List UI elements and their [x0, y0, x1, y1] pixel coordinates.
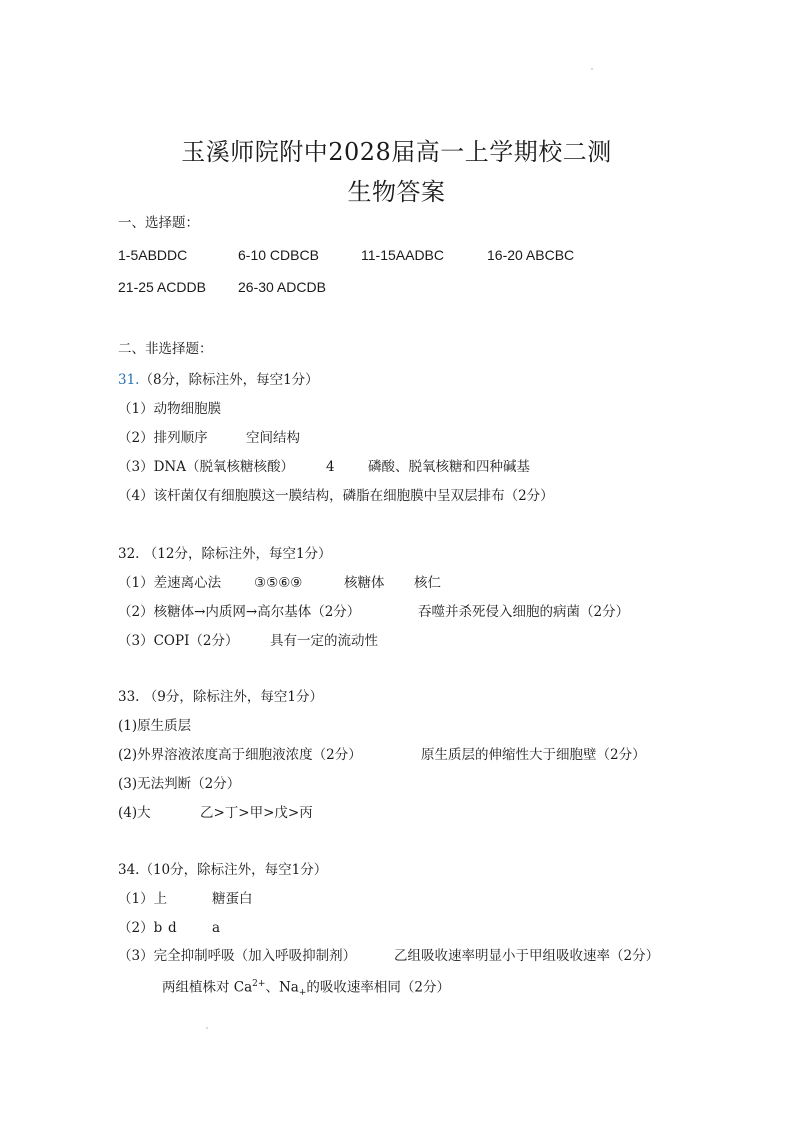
q33-answer-1: (1)原生质层: [118, 718, 192, 734]
section2-heading: 二、非选择题：: [118, 341, 213, 357]
q31-answer-4: （4）该杆菌仅有细胞膜这一膜结构，磷脂在细胞膜中呈双层排布（2分）: [118, 488, 554, 504]
q33-answer-3: (3)无法判断（2分）: [118, 776, 241, 792]
mc-group-16-20: 16-20 ABCBC: [487, 247, 575, 263]
mc-group-6-10: 6-10 CDBCB: [238, 247, 319, 263]
q31-answer-1: （1）动物细胞膜: [118, 401, 222, 417]
q32-answer-2: （2）核糖体→内质网→高尔基体（2分） 吞噬并杀死侵入细胞的病菌（2分）: [118, 604, 630, 620]
q33-answer-4: (4)大 乙>丁>甲>戊>丙: [118, 805, 313, 821]
mc-group-1-5: 1-5ABDDC: [118, 247, 188, 263]
section1-heading: 一、选择题：: [118, 215, 199, 231]
q31-answer-3: （3）DNA（脱氧核糖核酸） 4 磷酸、脱氧核糖和四种碱基: [118, 459, 530, 475]
q32-answer-1: （1）差速离心法 ③⑤⑥⑨ 核糖体 核仁: [118, 575, 441, 591]
q32-header: 32. （12分，除标注外，每空1分）: [118, 546, 332, 562]
q31-number: 31.: [118, 372, 140, 388]
q32-answer-3: （3）COPⅠ（2分） 具有一定的流动性: [118, 633, 378, 649]
q31-answer-2: （2）排列顺序 空间结构: [118, 430, 300, 446]
q34-header: 34.（10分，除标注外，每空1分）: [118, 862, 328, 878]
page-subtitle: 生物答案: [347, 178, 446, 206]
q31-note: （8分，除标注外，每空1分）: [139, 372, 319, 388]
q34-answer-1: （1）上 糖蛋白: [118, 891, 253, 907]
scan-speck: [591, 68, 593, 70]
q33-answer-2: (2)外界溶液浓度高于细胞液浓度（2分） 原生质层的伸缩性大于细胞壁（2分）: [118, 747, 646, 763]
mc-group-26-30: 26-30 ADCDB: [238, 279, 326, 295]
q34-answer-2: （2）b d a: [118, 920, 221, 936]
q31-header: [118, 371, 319, 389]
mc-group-21-25: 21-25 ACDDB: [118, 279, 206, 295]
q34-answer-3: （3）完全抑制呼吸（加入呼吸抑制剂） 乙组吸收速率明显小于甲组吸收速率（2分）: [118, 948, 660, 964]
mc-answers-row2: [118, 278, 326, 296]
q33-header: 33. （9分，除标注外，每空1分）: [118, 689, 323, 705]
page-title: 玉溪师院附中2028届高一上学期校二测: [181, 138, 612, 166]
mc-group-11-15: 11-15AADBC: [361, 247, 445, 263]
mc-answers-row1: [118, 246, 574, 264]
q34-answer-3-continued: 两组植株对 $Ca^{2+}$、$Na_+$的吸收速率相同（2分）: [162, 979, 450, 999]
scan-speck: [206, 1027, 208, 1029]
